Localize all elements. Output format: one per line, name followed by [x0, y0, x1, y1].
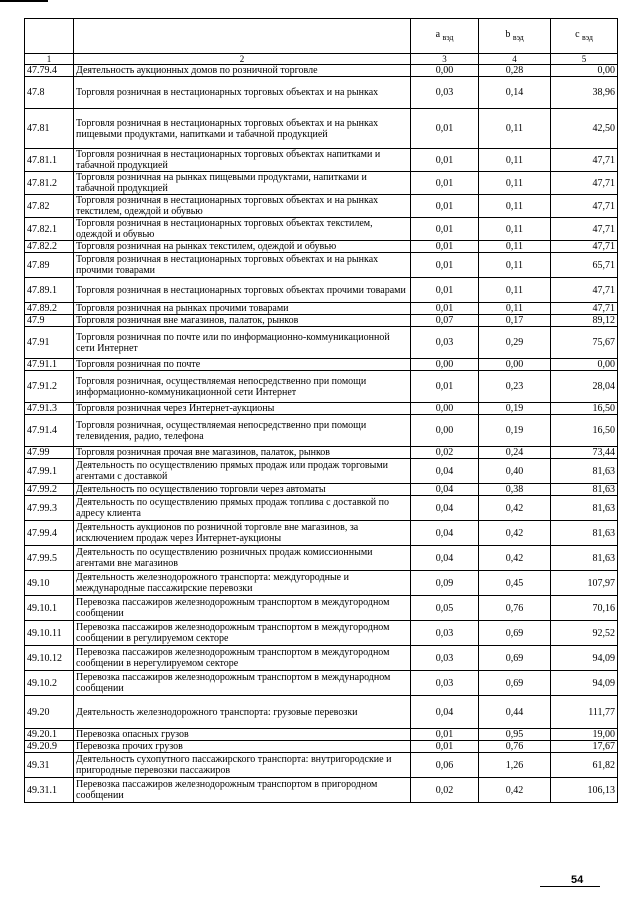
header-b — [479, 19, 551, 54]
column-number-row — [25, 54, 618, 65]
c-value-cell: 92,52 — [551, 621, 618, 646]
a-value-cell: 0,01 — [411, 253, 479, 278]
c-value-cell: 28,04 — [551, 371, 618, 403]
table-row — [25, 753, 618, 778]
okved-code-cell: 47.8 — [25, 77, 74, 109]
activity-name-cell: Торговля розничная, осуществляемая непосредственно при помощи телевидения, радио, телефона — [74, 415, 411, 447]
a-value-cell: 0,04 — [411, 484, 479, 496]
okved-code-cell: 49.20.1 — [25, 729, 74, 741]
activity-name-cell: Торговля розничная в нестационарных торговых объектах прочими товарами — [74, 278, 411, 303]
a-value-cell: 0,04 — [411, 546, 479, 571]
b-value-cell: 0,42 — [479, 521, 551, 546]
activity-name-cell: Перевозка пассажиров железнодорожным транспортом в междугородном сообщении в нерегулируемом секторе — [74, 646, 411, 671]
b-value-cell: 0,40 — [479, 459, 551, 484]
c-value-cell: 94,09 — [551, 646, 618, 671]
b-value-cell: 0,19 — [479, 415, 551, 447]
table-row — [25, 278, 618, 303]
okved-code-cell: 49.20 — [25, 696, 74, 729]
c-value-cell: 16,50 — [551, 403, 618, 415]
b-value-cell: 0,45 — [479, 571, 551, 596]
a-value-cell: 0,00 — [411, 65, 479, 77]
b-value-cell: 0,69 — [479, 646, 551, 671]
a-value-cell: 0,01 — [411, 195, 479, 218]
a-value-cell: 0,02 — [411, 447, 479, 459]
a-value-cell: 0,00 — [411, 403, 479, 415]
b-value-cell: 0,69 — [479, 671, 551, 696]
a-value-cell: 0,04 — [411, 521, 479, 546]
a-value-cell: 0,03 — [411, 327, 479, 359]
a-value-cell: 0,05 — [411, 596, 479, 621]
b-value-cell: 0,19 — [479, 403, 551, 415]
activity-name-cell: Торговля розничная в нестационарных торговых объектах и на рынках пищевыми продуктами, напитками и табачной продукцией — [74, 109, 411, 149]
b-value-cell: 0,24 — [479, 447, 551, 459]
okved-code-cell: 47.91 — [25, 327, 74, 359]
okved-code-cell: 49.10.11 — [25, 621, 74, 646]
b-value-cell: 1,26 — [479, 753, 551, 778]
header-c-sub: вэд — [582, 33, 593, 42]
activity-name-cell: Деятельность аукционов по розничной торговле вне магазинов, за исключением продаж через Интернет-аукционы — [74, 521, 411, 546]
table-row — [25, 571, 618, 596]
table-row — [25, 172, 618, 195]
b-value-cell: 0,76 — [479, 741, 551, 753]
activity-name-cell: Торговля розничная в нестационарных торговых объектах и на рынках — [74, 77, 411, 109]
table-header-row — [25, 19, 618, 54]
a-value-cell: 0,01 — [411, 109, 479, 149]
b-value-cell: 0,38 — [479, 484, 551, 496]
table-row — [25, 596, 618, 621]
b-value-cell: 0,11 — [479, 303, 551, 315]
okved-code-cell: 47.99.1 — [25, 459, 74, 484]
a-value-cell: 0,01 — [411, 218, 479, 241]
table-row — [25, 546, 618, 571]
a-value-cell: 0,01 — [411, 278, 479, 303]
table-row — [25, 359, 618, 371]
c-value-cell: 47,71 — [551, 303, 618, 315]
top-rule — [0, 0, 48, 2]
c-value-cell: 81,63 — [551, 459, 618, 484]
b-value-cell: 0,42 — [479, 778, 551, 803]
activity-name-cell: Деятельность по осуществлению прямых продаж топлива с доставкой по адресу клиента — [74, 496, 411, 521]
table-row — [25, 447, 618, 459]
c-value-cell: 81,63 — [551, 496, 618, 521]
header-b-label: b — [505, 29, 511, 40]
c-value-cell: 73,44 — [551, 447, 618, 459]
c-value-cell: 38,96 — [551, 77, 618, 109]
table-row — [25, 241, 618, 253]
b-value-cell: 0,11 — [479, 253, 551, 278]
c-value-cell: 107,97 — [551, 571, 618, 596]
activity-name-cell: Деятельность по осуществлению розничных продаж комиссионными агентами вне магазинов — [74, 546, 411, 571]
table-row — [25, 778, 618, 803]
okved-code-cell: 49.10.2 — [25, 671, 74, 696]
table-row — [25, 109, 618, 149]
c-value-cell: 81,63 — [551, 521, 618, 546]
c-value-cell: 89,12 — [551, 315, 618, 327]
c-value-cell: 70,16 — [551, 596, 618, 621]
c-value-cell: 42,50 — [551, 109, 618, 149]
c-value-cell: 19,00 — [551, 729, 618, 741]
okved-code-cell: 47.99.3 — [25, 496, 74, 521]
col-number-1: 1 — [25, 54, 74, 65]
a-value-cell: 0,01 — [411, 741, 479, 753]
table-row — [25, 253, 618, 278]
a-value-cell: 0,04 — [411, 696, 479, 729]
c-value-cell: 65,71 — [551, 253, 618, 278]
activity-name-cell: Перевозка пассажиров железнодорожным транспортом в международном сообщении — [74, 671, 411, 696]
table-row — [25, 521, 618, 546]
table-row — [25, 403, 618, 415]
c-value-cell: 47,71 — [551, 195, 618, 218]
b-value-cell: 0,00 — [479, 359, 551, 371]
activity-name-cell: Перевозка опасных грузов — [74, 729, 411, 741]
header-name-cell — [74, 19, 411, 54]
okved-code-cell: 47.99.5 — [25, 546, 74, 571]
activity-name-cell: Перевозка пассажиров железнодорожным транспортом в междугородном сообщении — [74, 596, 411, 621]
okved-code-cell: 47.99.4 — [25, 521, 74, 546]
a-value-cell: 0,01 — [411, 303, 479, 315]
okved-code-cell: 47.81.2 — [25, 172, 74, 195]
table-row — [25, 327, 618, 359]
okved-code-cell: 47.82 — [25, 195, 74, 218]
okved-code-cell: 49.20.9 — [25, 741, 74, 753]
table-row — [25, 149, 618, 172]
activity-name-cell: Перевозка прочих грузов — [74, 741, 411, 753]
c-value-cell: 81,63 — [551, 484, 618, 496]
c-value-cell: 81,63 — [551, 546, 618, 571]
okved-code-cell: 47.79.4 — [25, 65, 74, 77]
table-row — [25, 484, 618, 496]
c-value-cell: 106,13 — [551, 778, 618, 803]
activity-name-cell: Торговля розничная по почте или по информационно-коммуникационной сети Интернет — [74, 327, 411, 359]
a-value-cell: 0,00 — [411, 359, 479, 371]
c-value-cell: 17,67 — [551, 741, 618, 753]
okved-code-cell: 47.91.3 — [25, 403, 74, 415]
table-row — [25, 77, 618, 109]
c-value-cell: 94,09 — [551, 671, 618, 696]
header-b-sub: вэд — [512, 33, 524, 42]
table-row — [25, 195, 618, 218]
c-value-cell: 111,77 — [551, 696, 618, 729]
activity-name-cell: Торговля розничная прочая вне магазинов, палаток, рынков — [74, 447, 411, 459]
col-number-4: 4 — [479, 54, 551, 65]
a-value-cell: 0,03 — [411, 77, 479, 109]
b-value-cell: 0,23 — [479, 371, 551, 403]
okved-code-cell: 47.99.2 — [25, 484, 74, 496]
okved-code-cell: 47.91.2 — [25, 371, 74, 403]
table-row — [25, 371, 618, 403]
okved-code-cell: 47.81 — [25, 109, 74, 149]
a-value-cell: 0,04 — [411, 459, 479, 484]
c-value-cell: 47,71 — [551, 278, 618, 303]
a-value-cell: 0,01 — [411, 371, 479, 403]
table-row — [25, 415, 618, 447]
b-value-cell: 0,44 — [479, 696, 551, 729]
a-value-cell: 0,00 — [411, 415, 479, 447]
c-value-cell: 61,82 — [551, 753, 618, 778]
header-a — [411, 19, 479, 54]
activity-name-cell: Деятельность по осуществлению прямых продаж или продаж торговыми агентами с доставкой — [74, 459, 411, 484]
okved-code-cell: 47.82.2 — [25, 241, 74, 253]
b-value-cell: 0,11 — [479, 218, 551, 241]
okved-code-cell: 47.91.4 — [25, 415, 74, 447]
activity-name-cell: Торговля розничная по почте — [74, 359, 411, 371]
c-value-cell: 47,71 — [551, 149, 618, 172]
activity-name-cell: Перевозка пассажиров железнодорожным транспортом в пригородном сообщении — [74, 778, 411, 803]
activity-name-cell: Деятельность железнодорожного транспорта: междугородные и международные пассажирские перевозки — [74, 571, 411, 596]
a-value-cell: 0,06 — [411, 753, 479, 778]
c-value-cell: 47,71 — [551, 172, 618, 195]
a-value-cell: 0,01 — [411, 149, 479, 172]
b-value-cell: 0,11 — [479, 149, 551, 172]
okved-code-cell: 47.89.2 — [25, 303, 74, 315]
c-value-cell: 0,00 — [551, 359, 618, 371]
page-number-rule — [540, 886, 600, 887]
okved-code-cell: 47.82.1 — [25, 218, 74, 241]
activity-name-cell: Торговля розничная через Интернет-аукционы — [74, 403, 411, 415]
coefficients-table — [24, 18, 618, 803]
okved-code-cell: 47.89.1 — [25, 278, 74, 303]
activity-name-cell: Торговля розничная, осуществляемая непосредственно при помощи информационно-коммуникационной сети Интернет — [74, 371, 411, 403]
okved-code-cell: 47.99 — [25, 447, 74, 459]
okved-code-cell: 47.81.1 — [25, 149, 74, 172]
a-value-cell: 0,01 — [411, 172, 479, 195]
okved-code-cell: 49.10.1 — [25, 596, 74, 621]
table-row — [25, 496, 618, 521]
okved-code-cell: 49.10.12 — [25, 646, 74, 671]
activity-name-cell: Деятельность по осуществлению торговли через автоматы — [74, 484, 411, 496]
b-value-cell: 0,42 — [479, 546, 551, 571]
b-value-cell: 0,17 — [479, 315, 551, 327]
b-value-cell: 0,28 — [479, 65, 551, 77]
okved-code-cell: 49.10 — [25, 571, 74, 596]
b-value-cell: 0,76 — [479, 596, 551, 621]
activity-name-cell: Торговля розничная на рынках прочими товарами — [74, 303, 411, 315]
header-c-label: c — [575, 29, 580, 40]
b-value-cell: 0,42 — [479, 496, 551, 521]
activity-name-cell: Торговля розничная в нестационарных торговых объектах текстилем, одеждой и обувью — [74, 218, 411, 241]
okved-code-cell: 49.31.1 — [25, 778, 74, 803]
activity-name-cell: Торговля розничная в нестационарных торговых объектах напитками и табачной продукцией — [74, 149, 411, 172]
a-value-cell: 0,04 — [411, 496, 479, 521]
col-number-2: 2 — [74, 54, 411, 65]
table-row — [25, 671, 618, 696]
activity-name-cell: Перевозка пассажиров железнодорожным транспортом в междугородном сообщении в регулируемом секторе — [74, 621, 411, 646]
activity-name-cell: Деятельность сухопутного пассажирского транспорта: внутригородские и пригородные перевозки пассажиров — [74, 753, 411, 778]
a-value-cell: 0,03 — [411, 671, 479, 696]
okved-code-cell: 49.31 — [25, 753, 74, 778]
c-value-cell: 16,50 — [551, 415, 618, 447]
b-value-cell: 0,11 — [479, 172, 551, 195]
a-value-cell: 0,02 — [411, 778, 479, 803]
a-value-cell: 0,09 — [411, 571, 479, 596]
table-row — [25, 729, 618, 741]
okved-code-cell: 47.91.1 — [25, 359, 74, 371]
table-row — [25, 621, 618, 646]
table-row — [25, 646, 618, 671]
activity-name-cell: Торговля розничная на рынках пищевыми продуктами, напитками и табачной продукцией — [74, 172, 411, 195]
table-row — [25, 459, 618, 484]
a-value-cell: 0,03 — [411, 646, 479, 671]
a-value-cell: 0,03 — [411, 621, 479, 646]
table-row — [25, 303, 618, 315]
table-row — [25, 218, 618, 241]
b-value-cell: 0,69 — [479, 621, 551, 646]
a-value-cell: 0,07 — [411, 315, 479, 327]
okved-code-cell: 47.9 — [25, 315, 74, 327]
activity-name-cell: Деятельность железнодорожного транспорта: грузовые перевозки — [74, 696, 411, 729]
a-value-cell: 0,01 — [411, 241, 479, 253]
table-row — [25, 65, 618, 77]
b-value-cell: 0,11 — [479, 195, 551, 218]
c-value-cell: 0,00 — [551, 65, 618, 77]
activity-name-cell: Торговля розничная вне магазинов, палаток, рынков — [74, 315, 411, 327]
b-value-cell: 0,95 — [479, 729, 551, 741]
b-value-cell: 0,29 — [479, 327, 551, 359]
activity-name-cell: Торговля розничная в нестационарных торговых объектах и на рынках текстилем, одеждой и обувью — [74, 195, 411, 218]
b-value-cell: 0,11 — [479, 241, 551, 253]
c-value-cell: 75,67 — [551, 327, 618, 359]
c-value-cell: 47,71 — [551, 218, 618, 241]
b-value-cell: 0,11 — [479, 278, 551, 303]
table-row — [25, 315, 618, 327]
c-value-cell: 47,71 — [551, 241, 618, 253]
a-value-cell: 0,01 — [411, 729, 479, 741]
table-row — [25, 741, 618, 753]
b-value-cell: 0,11 — [479, 109, 551, 149]
header-a-label: a — [435, 29, 441, 40]
b-value-cell: 0,14 — [479, 77, 551, 109]
okved-code-cell: 47.89 — [25, 253, 74, 278]
header-code-cell — [25, 19, 74, 54]
header-a-sub: вэд — [442, 33, 454, 42]
activity-name-cell: Торговля розничная на рынках текстилем, одеждой и обувью — [74, 241, 411, 253]
header-c — [551, 19, 618, 54]
page-number: 54 — [571, 874, 584, 886]
table-row — [25, 696, 618, 729]
col-number-3: 3 — [411, 54, 479, 65]
col-number-5: 5 — [551, 54, 618, 65]
activity-name-cell: Деятельность аукционных домов по розничной торговле — [74, 65, 411, 77]
activity-name-cell: Торговля розничная в нестационарных торговых объектах и на рынках прочими товарами — [74, 253, 411, 278]
